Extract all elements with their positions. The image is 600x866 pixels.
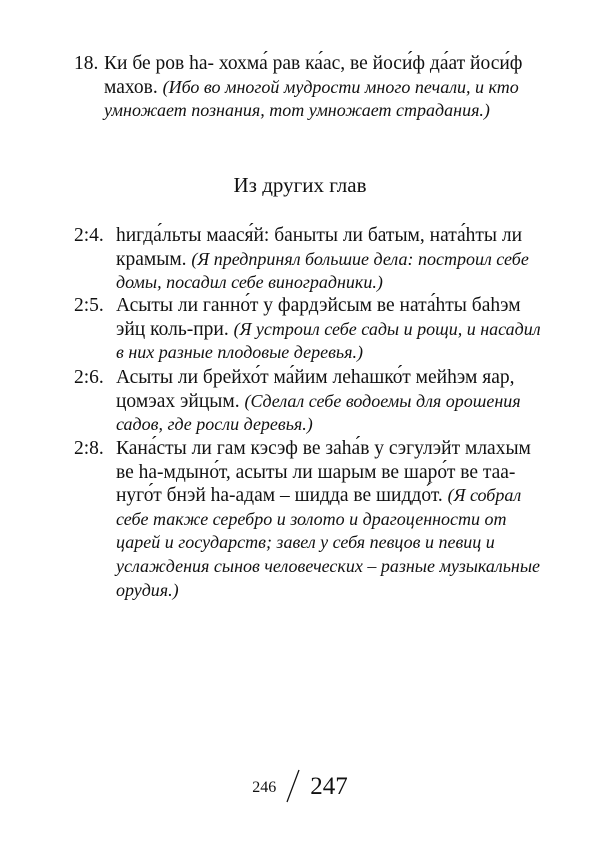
section-heading: Из других глав — [233, 173, 367, 197]
verse-text — [116, 366, 544, 437]
translation: (Я предпринял большие дела: построил себе домы, посадил себе виноградники.) — [116, 248, 529, 293]
verse-number: 18. — [74, 53, 99, 74]
entry-verse-2-5 — [74, 294, 544, 365]
entry-verse-2-4 — [74, 224, 544, 295]
entry-verse-2-8 — [74, 437, 544, 602]
verse-text — [104, 52, 544, 123]
transliteration: Ки бе ров hа- хохма́ рав ка́ас, ве йоси́ф да́ат йоси́ф махов. — [104, 53, 523, 98]
transliteration: Асыты ли брейхо́т ма́йим леhашко́т мейhэм яар, цомэах эйцым. — [116, 367, 515, 412]
verse-text — [116, 437, 544, 602]
verse-number: 2:4. — [74, 225, 104, 246]
transliteration: hигда́льты маася́й: баныты ли батым, ната́hты ли крамым. — [116, 225, 523, 270]
verse-text — [116, 294, 544, 365]
entry-verse-18 — [74, 52, 544, 123]
entry-verse-2-6 — [74, 366, 544, 437]
translation: (Я устроил себе сады и рощи, и насадил в них разные плодовые деревья.) — [116, 318, 541, 363]
left-page-number: 246 — [252, 779, 277, 796]
verse-number: 2:5. — [74, 295, 104, 316]
transliteration: Кана́сты ли гам кэсэф ве заhа́в у сэгулэйт млахым ве hа-мдыно́т, асыты ли шарым ве шаро́т ве таа-нуго́т бнэй hа-адам – шидда ве шиддо́т. — [116, 438, 531, 507]
translation: (Ибо во многой мудрости много печали, и кто умножает познания, тот умножает страдания.) — [104, 76, 519, 121]
slash-separator — [282, 768, 304, 804]
transliteration: Асыты ли ганно́т у фардэйсым ве ната́hты баhэм эйц коль-при. — [116, 295, 521, 340]
page-numbers — [0, 768, 600, 804]
verse-number: 2:6. — [74, 367, 104, 388]
translation: (Сделал себе водоемы для орошения садов, где росли деревья.) — [116, 390, 521, 435]
verse-text — [116, 224, 544, 295]
right-page-number: 247 — [310, 773, 348, 800]
translation: (Я собрал себе также серебро и золото и драгоценности от царей и государств; завел у себя певцов и певиц и услаждения сынов человеческих – разные музыкальные орудия.) — [116, 485, 541, 600]
verse-number: 2:8. — [74, 438, 104, 459]
